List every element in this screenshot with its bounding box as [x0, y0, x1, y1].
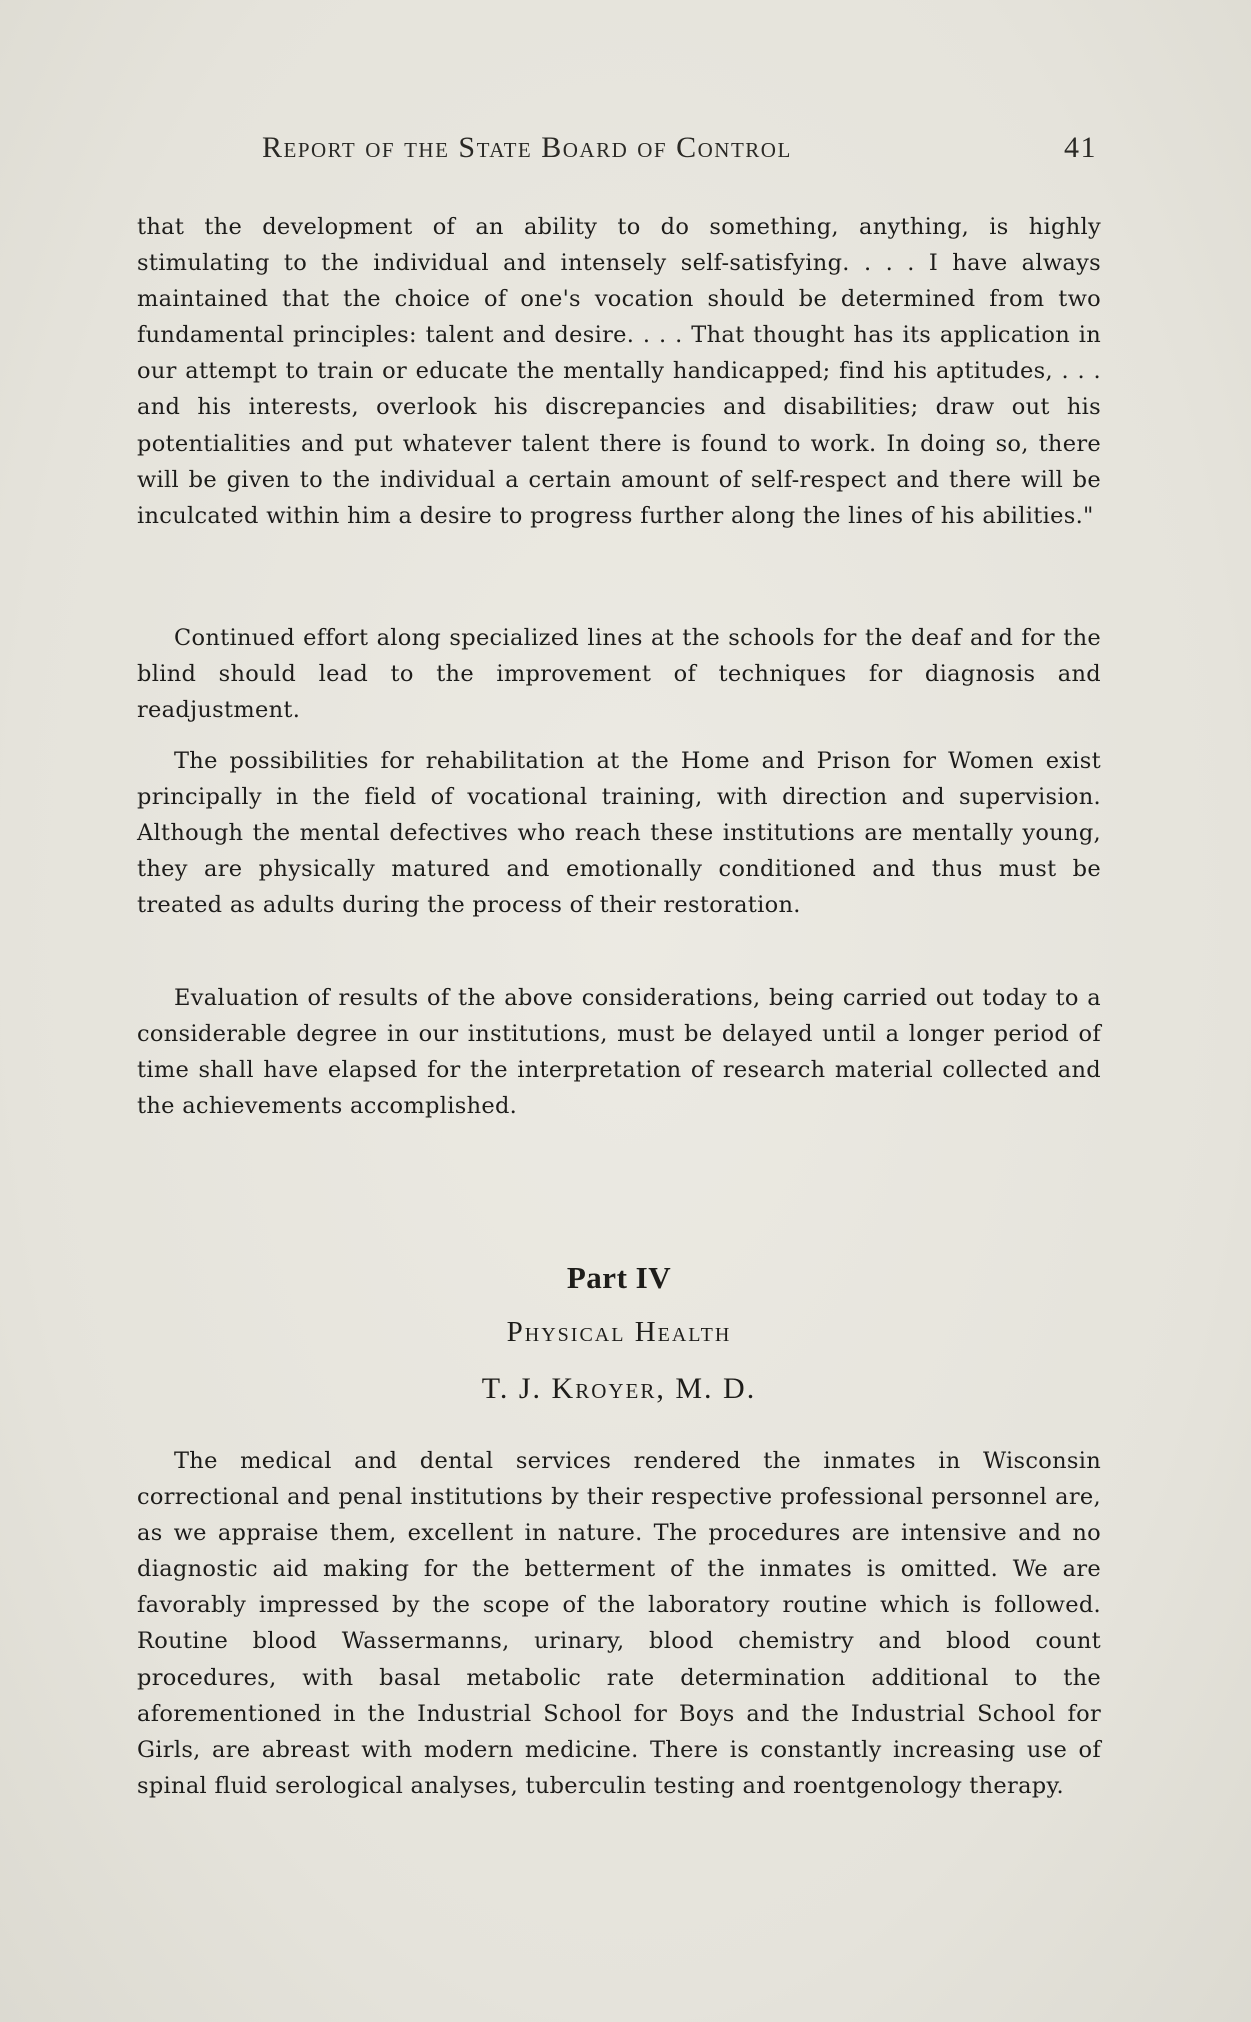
- home-prison-women-paragraph: The possibilities for rehabilitation at the Home and Prison for Women exist principally in the field of vocational training, with direction and supervision. Although the mental defectives who reach these institutions are mentally young, they are physically matured and emotionally conditioned and thus must be treated as adults during the process of their restoration.: [137, 748, 1101, 919]
- quote-continuation-paragraph: that the development of an ability to do something, anything, is highly stimulating to the individual and intensely self-satisfying. . . . I have always maintained that the choice of one's vocation should be determined from two fundamental principles: talent and desire. . . . That thought has its application in our attempt to train or educate the mentally handicapped; find his aptitudes, . . . and his interests, overlook his discrepancies and disabilities; draw out his potentialities and put whatever talent there is found to work. In doing so, there will be given to the individual a certain amount of self-respect and there will be inculcated within him a desire to progress further along the lines of his abilities.": [137, 214, 1101, 529]
- part-title: Part IV: [566, 1260, 672, 1295]
- running-header: [262, 131, 1097, 171]
- physical-health-paragraph: The medical and dental services rendered the inmates in Wisconsin correctional and penal institutions by their respective professional personnel are, as we appraise them, excellent in nature. The procedures are intensive and no diagnostic aid making for the betterment of the inmates is omitted. We are favorably impressed by the scope of the laboratory routine which is followed. Routine blood Wassermanns, urinary, blood chemistry and blood count procedures, with basal metabolic rate determination additional to the aforementioned in the Industrial School for Boys and the Industrial School for Girls, are abreast with modern medicine. There is constantly increasing use of spinal fluid serological analyses, tuberculin testing and roentgenology therapy.: [137, 1448, 1101, 1799]
- author-byline: T. J. Kroyer, M. D.: [481, 1372, 757, 1405]
- page-number: 41: [1064, 131, 1097, 164]
- quote-continuation-block: [137, 209, 1101, 534]
- evaluation-block: [137, 980, 1101, 1124]
- deaf-blind-paragraph: Continued effort along specialized lines at the schools for the deaf and for the blind should lead to the improvement of techniques for diagnosis and readjustment.: [137, 625, 1101, 724]
- section-title: Physical Health: [506, 1316, 732, 1348]
- physical-health-block: [137, 1443, 1101, 1804]
- running-title: Report of the State Board of Control: [262, 131, 792, 164]
- deaf-blind-block: [137, 620, 1101, 728]
- home-prison-women-block: [137, 743, 1101, 923]
- evaluation-paragraph: Evaluation of results of the above considerations, being carried out today to a considerable degree in our institutions, must be delayed until a longer period of time shall have elapsed for the interpretation of research material collected and the achievements accomplished.: [137, 985, 1101, 1120]
